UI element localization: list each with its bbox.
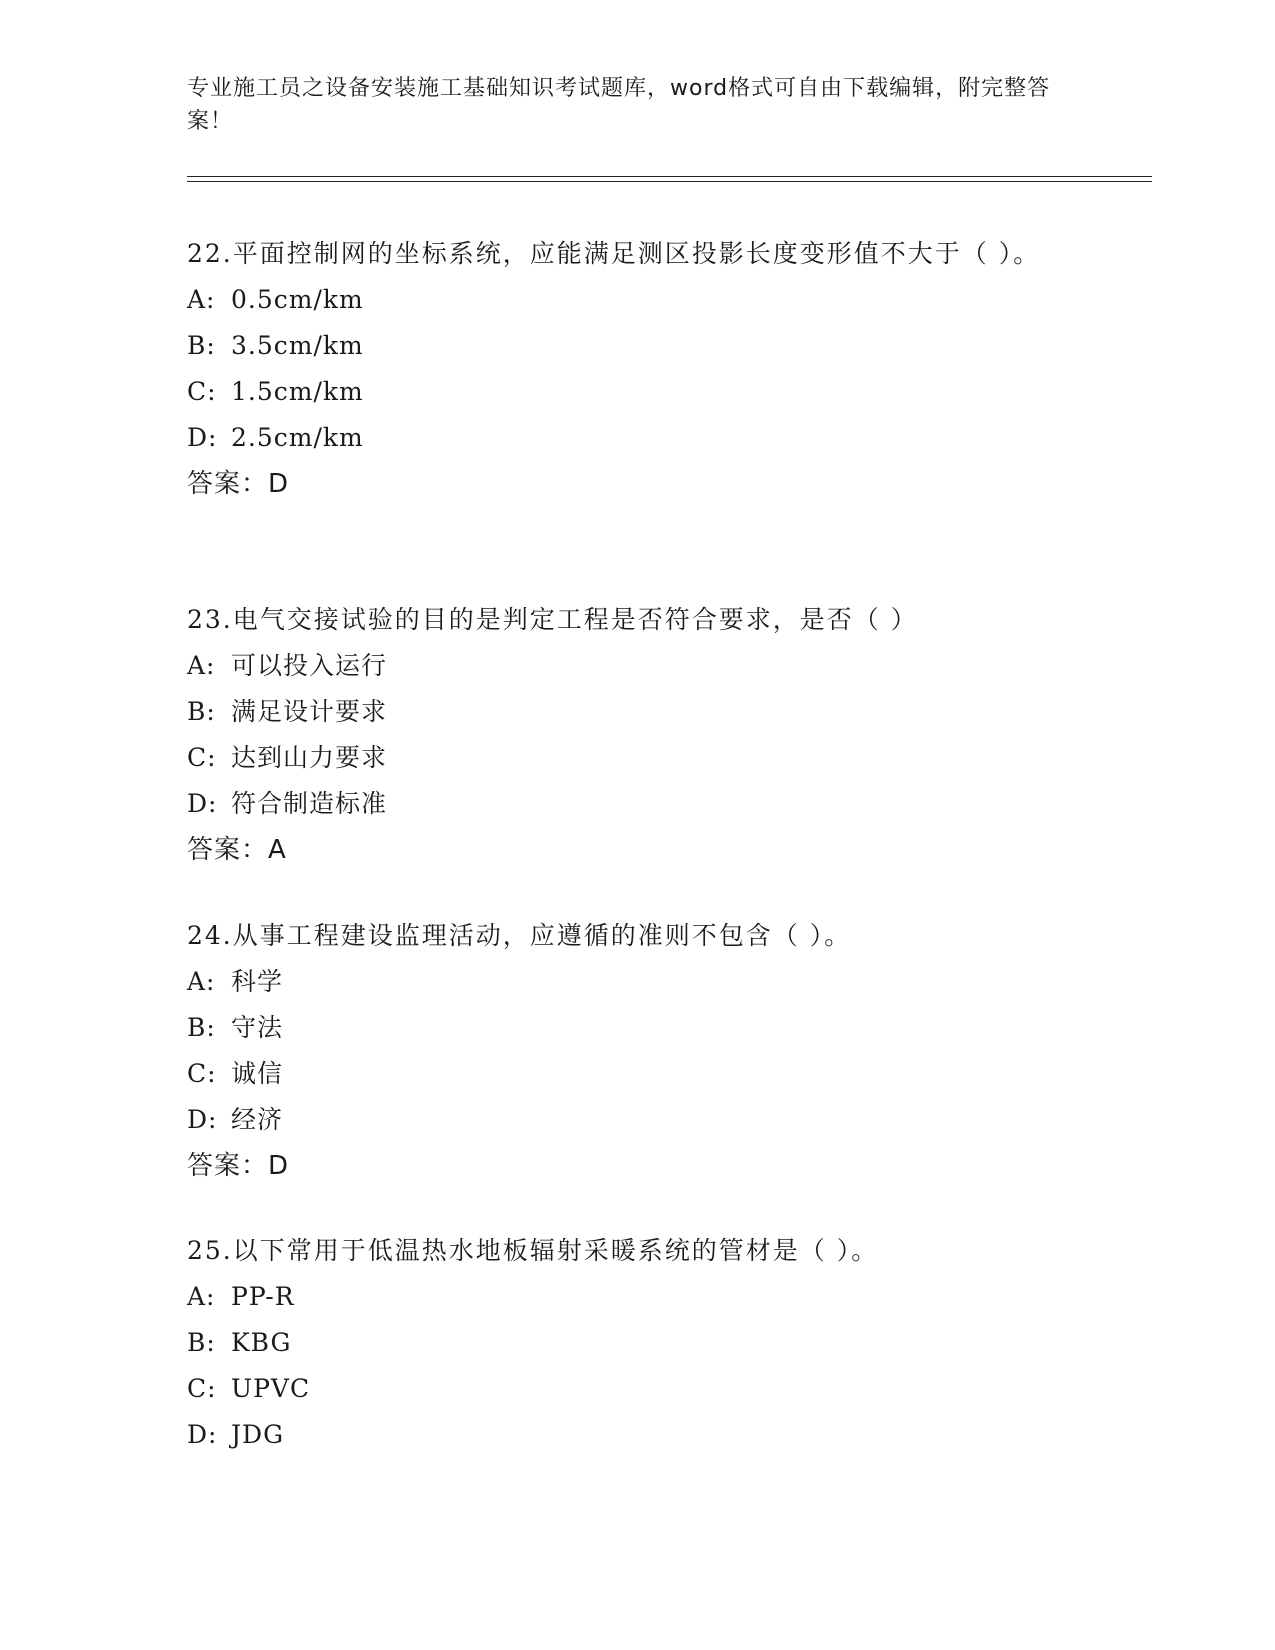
question-24 <box>187 913 1067 1189</box>
option-letter: C: <box>187 743 217 772</box>
option-b <box>187 323 1067 369</box>
option-a <box>187 643 1067 689</box>
option-letter: C: <box>187 1374 217 1403</box>
option-letter: D: <box>187 1105 218 1134</box>
answer-line: 答案：A <box>187 835 287 865</box>
option-c <box>187 1366 1067 1412</box>
option-letter: A: <box>187 967 216 996</box>
option-letter: A: <box>187 651 216 680</box>
option-text: 1.5cm/km <box>231 377 364 406</box>
option-letter: B: <box>187 1328 216 1357</box>
option-letter: D: <box>187 1420 218 1449</box>
header-divider-bottom <box>187 181 1152 182</box>
option-text: 2.5cm/km <box>231 423 364 452</box>
option-a <box>187 1274 1067 1320</box>
question-stem: 25.以下常用于低温热水地板辐射采暖系统的管材是（ ）。 <box>187 1236 879 1265</box>
question-stem: 22.平面控制网的坐标系统，应能满足测区投影长度变形值不大于（ ）。 <box>187 239 1041 268</box>
option-letter: B: <box>187 697 216 726</box>
option-text: PP-R <box>231 1282 295 1311</box>
option-letter: A: <box>187 285 216 314</box>
option-b <box>187 1005 1067 1051</box>
option-letter: C: <box>187 377 217 406</box>
question-23 <box>187 597 1067 873</box>
option-text: 诚信 <box>231 1059 284 1088</box>
option-text: 3.5cm/km <box>231 331 364 360</box>
option-text: 经济 <box>231 1105 284 1134</box>
option-text: 守法 <box>231 1013 284 1042</box>
option-text: 0.5cm/km <box>231 285 364 314</box>
option-text: 科学 <box>231 967 284 996</box>
option-c <box>187 735 1067 781</box>
question-25 <box>187 1228 1067 1458</box>
option-text: 满足设计要求 <box>231 697 388 726</box>
question-22 <box>187 231 1067 507</box>
option-letter: D: <box>187 789 218 818</box>
option-a <box>187 959 1067 1005</box>
question-stem: 24.从事工程建设监理活动，应遵循的准则不包含（ ）。 <box>187 921 852 950</box>
header-divider-top <box>187 176 1152 177</box>
option-letter: A: <box>187 1282 216 1311</box>
option-letter: C: <box>187 1059 217 1088</box>
option-c <box>187 1051 1067 1097</box>
option-d <box>187 415 1067 461</box>
option-b <box>187 689 1067 735</box>
answer-line: 答案：D <box>187 1151 290 1181</box>
option-text: JDG <box>231 1420 285 1449</box>
option-letter: D: <box>187 423 218 452</box>
question-stem: 23.电气交接试验的目的是判定工程是否符合要求，是否（ ） <box>187 605 918 634</box>
answer-line: 答案：D <box>187 469 290 499</box>
option-letter: B: <box>187 1013 216 1042</box>
option-c <box>187 369 1067 415</box>
option-text: 可以投入运行 <box>231 651 388 680</box>
option-b <box>187 1320 1067 1366</box>
option-a <box>187 277 1067 323</box>
document-header <box>187 72 1067 138</box>
header-title: 专业施工员之设备安装施工基础知识考试题库，word格式可自由下载编辑，附完整答案！ <box>187 76 1051 134</box>
option-text: KBG <box>231 1328 292 1357</box>
option-text: 符合制造标准 <box>231 789 388 818</box>
option-letter: B: <box>187 331 216 360</box>
option-d <box>187 1412 1067 1458</box>
option-d <box>187 781 1067 827</box>
option-text: 达到山力要求 <box>231 743 388 772</box>
option-text: UPVC <box>231 1374 311 1403</box>
option-d <box>187 1097 1067 1143</box>
